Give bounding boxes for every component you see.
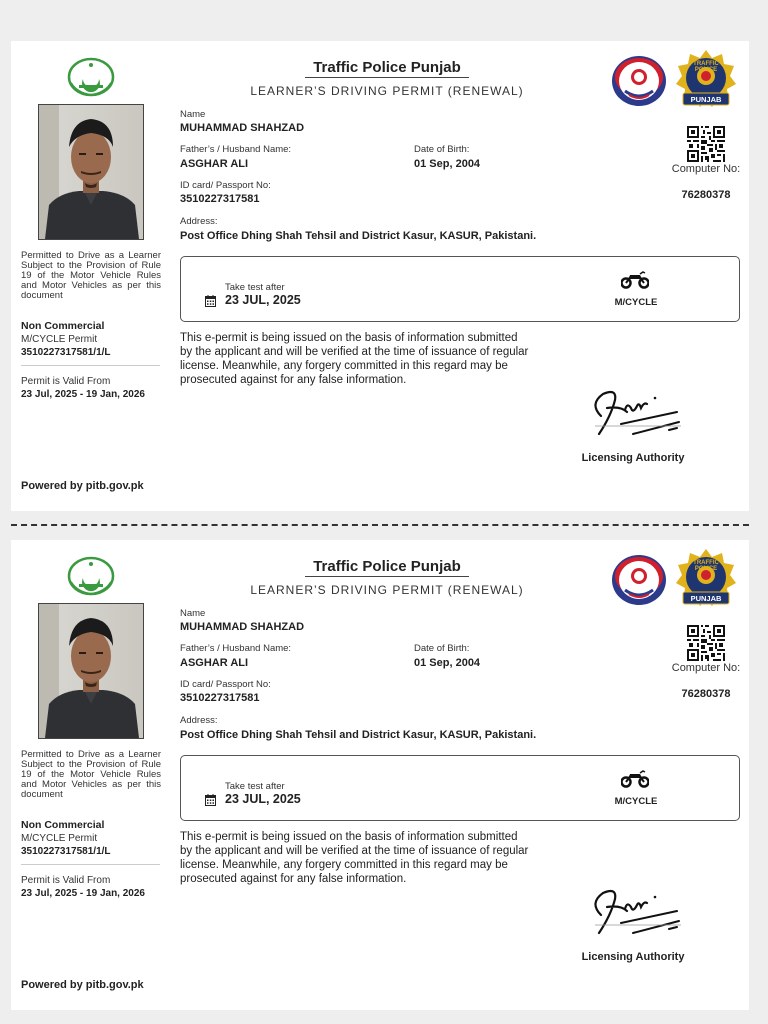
badge-top-text: TRAFFIC POLICE — [693, 560, 719, 572]
permit-number: 3510227317581/1/L — [21, 347, 111, 358]
id-card-value: 3510227317581 — [180, 692, 260, 704]
dob-label: Date of Birth: — [414, 643, 470, 654]
valid-range: 23 Jul, 2025 - 19 Jan, 2026 — [21, 389, 145, 400]
address-value: Post Office Dhing Shah Tehsil and District Kasur, KASUR, Pakistani. — [180, 230, 537, 242]
powered-by: Powered by pitb.gov.pk — [21, 480, 144, 492]
permit-subtitle: LEARNER’S DRIVING PERMIT (RENEWAL) — [250, 84, 524, 98]
take-test-label: Take test after — [225, 282, 285, 293]
computer-no-value: 76280378 — [681, 688, 731, 700]
id-card-label: ID card/ Passport No: — [180, 180, 271, 191]
permit-title: Traffic Police Punjab — [305, 59, 469, 78]
qr-code — [687, 126, 725, 162]
badge-top-text: TRAFFIC POLICE — [693, 61, 719, 73]
calendar-icon — [205, 295, 216, 307]
motorcycle-icon — [621, 271, 649, 289]
father-name-label: Father’s / Husband Name: — [180, 144, 292, 155]
permit-card-1 — [11, 41, 749, 511]
divider — [21, 365, 160, 366]
father-name-label: Father’s / Husband Name: — [180, 643, 292, 654]
signature — [581, 386, 686, 448]
take-test-date: 23 JUL, 2025 — [225, 293, 301, 307]
test-info-box — [180, 755, 740, 821]
father-name-value: ASGHAR ALI — [180, 657, 249, 669]
computer-no-label: Computer No: — [671, 662, 741, 674]
permit-title: Traffic Police Punjab — [305, 558, 469, 577]
permit-type: M/CYCLE Permit — [21, 833, 98, 844]
licensing-authority-label: Licensing Authority — [581, 452, 685, 464]
permit-category: Non Commercial — [21, 819, 105, 831]
badge-text: PUNJAB — [690, 594, 722, 603]
government-of-punjab-logo — [67, 556, 115, 596]
computer-no-label: Computer No: — [671, 163, 741, 175]
dob-value: 01 Sep, 2004 — [414, 657, 481, 669]
valid-from-label: Permit is Valid From — [21, 376, 111, 387]
permit-subtitle: LEARNER’S DRIVING PERMIT (RENEWAL) — [250, 583, 524, 597]
permit-card-2 — [11, 540, 749, 1010]
name-label: Name — [180, 109, 206, 120]
traffic-police-badge — [675, 548, 737, 610]
address-label: Address: — [180, 715, 218, 726]
id-card-value: 3510227317581 — [180, 193, 260, 205]
badge-text: PUNJAB — [690, 95, 722, 104]
applicant-photo — [38, 603, 144, 739]
dob-value: 01 Sep, 2004 — [414, 158, 481, 170]
permit-type: M/CYCLE Permit — [21, 334, 98, 345]
motorcycle-icon — [621, 770, 649, 788]
name-value: MUHAMMAD SHAHZAD — [180, 621, 305, 633]
valid-from-label: Permit is Valid From — [21, 875, 111, 886]
address-label: Address: — [180, 216, 218, 227]
permit-category: Non Commercial — [21, 320, 105, 332]
valid-range: 23 Jul, 2025 - 19 Jan, 2026 — [21, 888, 145, 899]
take-test-label: Take test after — [225, 781, 285, 792]
computer-no-value: 76280378 — [681, 189, 731, 201]
address-value: Post Office Dhing Shah Tehsil and District Kasur, KASUR, Pakistani. — [180, 729, 537, 741]
powered-by: Powered by pitb.gov.pk — [21, 979, 144, 991]
cut-line — [11, 524, 749, 526]
name-value: MUHAMMAD SHAHZAD — [180, 122, 305, 134]
applicant-photo — [38, 104, 144, 240]
divider — [21, 864, 160, 865]
traffic-police-badge — [675, 49, 737, 111]
disclaimer-text: This e-permit is being issued on the basis of information submitted by the applicant and will be verified at the time of issuance of regular license. Meanwhile, any forgery committed in this regard may be prosecuted against for any false information. — [180, 332, 529, 386]
vehicle-type: M/CYCLE — [614, 297, 658, 308]
permitted-to-drive-text: Permitted to Drive as a Learner Subject to the Provision of Rule 19 of the Motor Vehicle Rules and Motor Vehicles as per this document — [21, 749, 161, 800]
licensing-authority-label: Licensing Authority — [581, 951, 685, 963]
punjab-police-emblem — [611, 554, 667, 606]
name-label: Name — [180, 608, 206, 619]
disclaimer-text: This e-permit is being issued on the basis of information submitted by the applicant and will be verified at the time of issuance of regular license. Meanwhile, any forgery committed in this regard may be prosecuted against for any false information. — [180, 831, 529, 885]
id-card-label: ID card/ Passport No: — [180, 679, 271, 690]
calendar-icon — [205, 794, 216, 806]
government-of-punjab-logo — [67, 57, 115, 97]
permit-number: 3510227317581/1/L — [21, 846, 111, 857]
dob-label: Date of Birth: — [414, 144, 470, 155]
father-name-value: ASGHAR ALI — [180, 158, 249, 170]
punjab-police-emblem — [611, 55, 667, 107]
permitted-to-drive-text: Permitted to Drive as a Learner Subject to the Provision of Rule 19 of the Motor Vehicle Rules and Motor Vehicles as per this document — [21, 250, 161, 301]
take-test-date: 23 JUL, 2025 — [225, 792, 301, 806]
vehicle-type: M/CYCLE — [614, 796, 658, 807]
signature — [581, 885, 686, 947]
test-info-box — [180, 256, 740, 322]
qr-code — [687, 625, 725, 661]
